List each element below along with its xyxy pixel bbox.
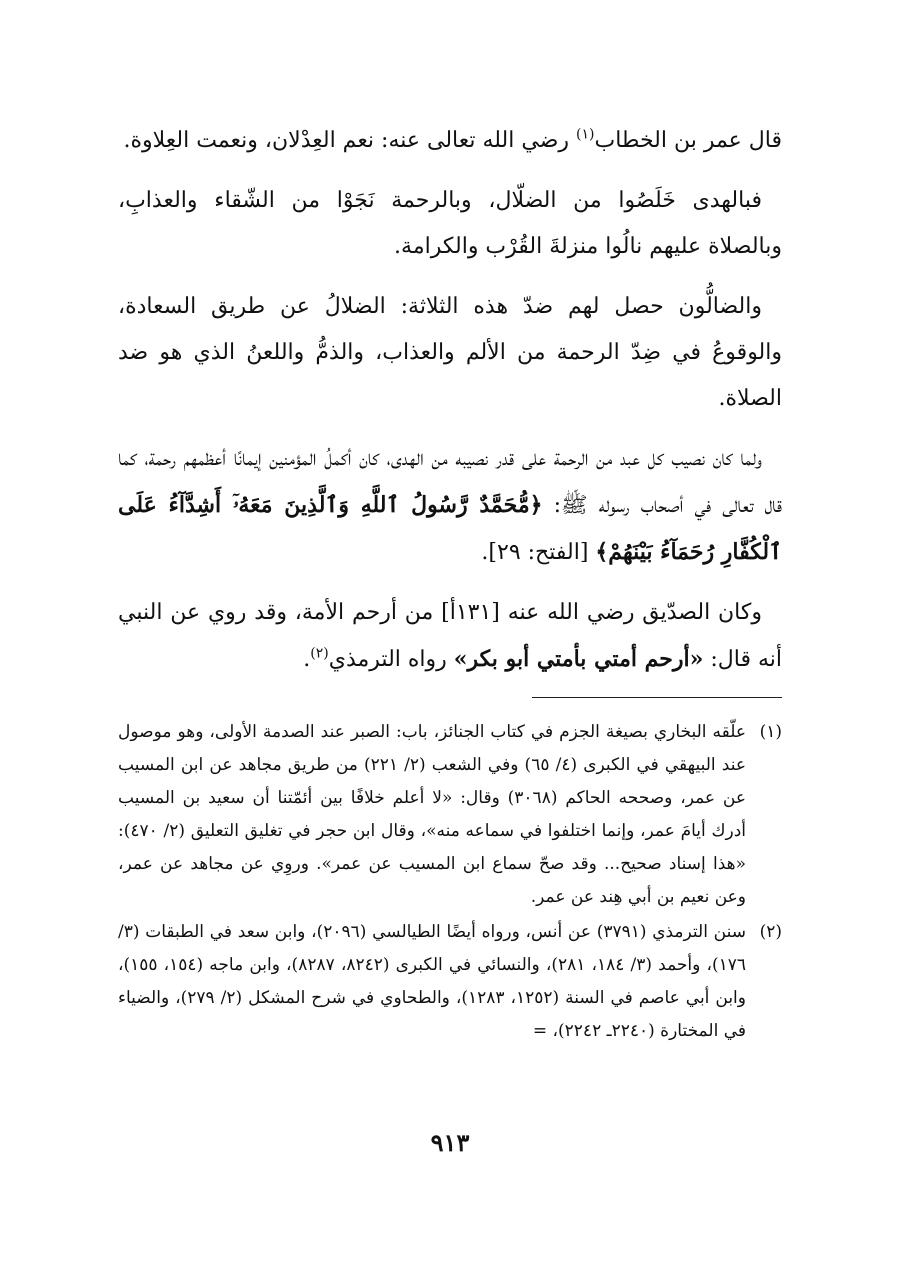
paragraph-1-text-a: قال عمر بن الخطاب bbox=[594, 128, 782, 153]
footnote-divider bbox=[532, 697, 782, 698]
footnote-2 bbox=[118, 916, 782, 1048]
paragraph-5-text-a: وكان الصدّيق رضي الله عنه [١٣١أ] من أرحم الأمة، وقد روي عن النبي أنه قال: bbox=[118, 600, 782, 672]
footnote-text: علّقه البخاري بصيغة الجزم في كتاب الجنائز، باب: الصبر عند الصدمة الأولى، وهو موصول عند البيهقي في الكبرى (٤/ ٦٥) وفي الشعب (٢/ ٢٢١) من طريق مجاهد عن ابن المسيب عن عمر، وصححه الحاكم (٣٠٦٨) وقال: «لا أعلم خلافًا بين أئمّتنا أن سعيد بن المسيب أدرك أيامَ عمر، وإنما اختلفوا في سماعه منه»، وقال ابن حجر في تغليق التعليق (٢/ ٤٧٠): «هذا إسناد صحيح... وقد صحّ سماع ابن المسيب عن عمر». وروِي عن مجاهد عن عمر، وعن نعيم بن أبي هِند عن عمر. bbox=[118, 722, 746, 907]
paragraph-5-text-c: . bbox=[303, 647, 311, 672]
hadith-quote: «أرحم أمتي بأمتي أبو بكر» bbox=[453, 646, 704, 672]
main-text bbox=[118, 118, 782, 683]
paragraph-1-text-b: رضي الله تعالى عنه: نعم العِدْلان، ونعمت العِلاوة. bbox=[123, 128, 577, 153]
paragraph-2: فبالهدى خَلَصُوا من الضلّال، وبالرحمة نَجَوْا من الشّقاء والعذابِ، وبالصلاة عليهم نالُوا منزلةَ القُرْب والكرامة. bbox=[118, 188, 782, 259]
paragraph-4 bbox=[118, 436, 782, 576]
paragraph-4-text: ولما كان نصيب كل عبد من الرحمة على قدر نصيبه من الهدى، كان أكملُ المؤمنين إيمانًا أعظمهم رحمة، كما قال تعالى في أصحاب رسوله ﷺ: bbox=[118, 446, 782, 518]
footnote-number: (٢) bbox=[759, 922, 782, 942]
paragraph-3: والضالُّون حصل لهم ضدّ هذه الثلاثة: الضلالُ عن طريق السعادة، والوقوعُ في ضِدّ الرحمة من الألم والعذاب، والذمُّ واللعنُ الذي هو ضد الصلاة. bbox=[118, 294, 782, 411]
footnote-text: سنن الترمذي (٣٧٩١) عن أنس، ورواه أيضًا الطيالسي (٢٠٩٦)، وابن سعد في الطبقات (٣/ ١٧٦)، وأحمد (٣/ ١٨٤، ٢٨١)، والنسائي في الكبرى (٨٢٤٢، ٨٢٨٧)، وابن ماجه (١٥٤، ١٥٥)، وابن أبي عاصم في السنة (١٢٥٢، ١٢٨٣)، والطحاوي في شرح المشكل (٢/ ٢٧٩)، والضياء في المختارة (٢٢٤٠ـ ٢٢٤٢)، = bbox=[118, 922, 746, 1041]
page-content bbox=[118, 118, 782, 1050]
footnotes bbox=[118, 716, 782, 1048]
footnote-ref-1: (١) bbox=[576, 126, 595, 143]
paragraph-1 bbox=[118, 118, 782, 164]
paragraph-5-text-b: رواه الترمذي bbox=[328, 647, 454, 672]
page-number: ٩١٣ bbox=[430, 1128, 470, 1157]
verse-reference: [الفتح: ٢٩]. bbox=[481, 540, 596, 565]
footnote-number: (١) bbox=[759, 722, 782, 742]
quran-verse: ﴿مُّحَمَّدٌ رَّسُولُ ٱللَّهِ وَٱلَّذِينَ مَعَهُۥٓ أَشِدَّآءُ عَلَى ٱلْكُفَّارِ رُحَمَآءُ بَيْنَهُمْ﴾ bbox=[118, 492, 782, 565]
paragraph-5 bbox=[118, 590, 782, 683]
footnote-ref-2: (٢) bbox=[310, 645, 329, 662]
footnote-1 bbox=[118, 716, 782, 914]
